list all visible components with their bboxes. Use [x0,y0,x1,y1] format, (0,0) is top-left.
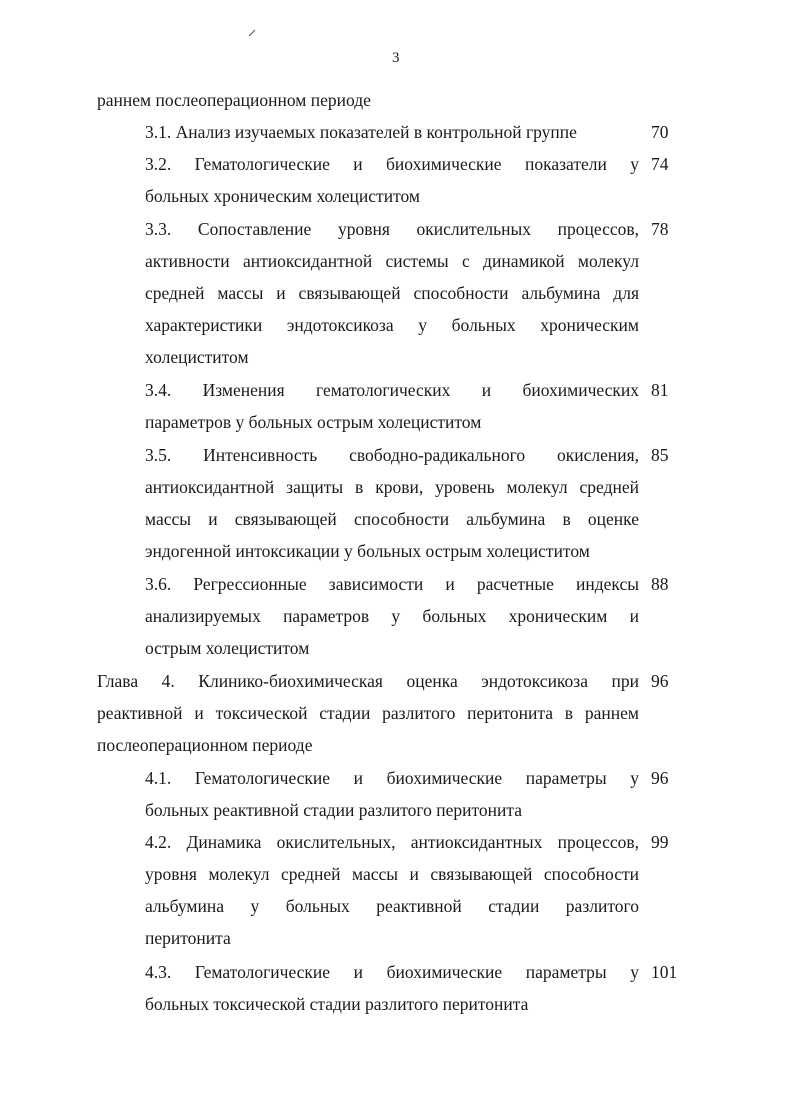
stray-pen-mark [247,28,257,38]
toc-entry-line: острым холециститом [145,638,310,658]
toc-entry-line: уровня молекул средней массы и связывающей способности [145,864,639,884]
toc-entry-line: массы и связывающей способности альбумина в оценке [145,509,639,529]
toc-entry-line: больных токсической стадии разлитого перитонита [145,994,529,1014]
toc-entry-line: 4.3. Гематологические и биохимические параметры у [145,962,639,982]
toc-page-number: 78 [651,219,669,239]
toc-entry-line: больных хроническим холециститом [145,186,420,206]
toc-entry-line: Глава 4. Клинико-биохимическая оценка эндотоксикоза при [97,671,639,691]
toc-page-number: 99 [651,832,669,852]
toc-entry-line: послеоперационном периоде [97,735,313,755]
toc-entry-line: 4.2. Динамика окислительных, антиоксидантных процессов, [145,832,639,852]
toc-entry-line: 3.6. Регрессионные зависимости и расчетные индексы [145,574,639,594]
toc-entry-line: параметров у больных острым холециститом [145,412,482,432]
lead-line: раннем послеоперационном периоде [97,90,371,110]
toc-entry-line: средней массы и связывающей способности альбумина для [145,283,639,303]
toc-entry-line: перитонита [145,928,231,948]
toc-page-number: 88 [651,574,669,594]
toc-entry-line: антиоксидантной защиты в крови, уровень молекул средней [145,477,639,497]
toc-entry-line: 3.3. Сопоставление уровня окислительных процессов, [145,219,639,239]
toc-entry-line: эндогенной интоксикации у больных острым холециститом [145,541,590,561]
toc-entry-line: реактивной и токсической стадии разлитого перитонита в раннем [97,703,639,723]
page-number: 3 [392,50,400,66]
toc-entry-line: больных реактивной стадии разлитого перитонита [145,800,523,820]
toc-page-number: 74 [651,154,669,174]
toc-page-number: 85 [651,445,669,465]
toc-page-number: 70 [651,122,669,142]
toc-entry-line: 3.2. Гематологические и биохимические показатели у [145,154,639,174]
toc-page-number: 96 [651,768,669,788]
toc-entry-line: 4.1. Гематологические и биохимические параметры у [145,768,639,788]
toc-page-number: 96 [651,671,669,691]
toc-entry-line: 3.1. Анализ изучаемых показателей в контрольной группе [145,122,577,142]
toc-entry-line: 3.4. Изменения гематологических и биохимических [145,380,639,400]
toc-entry-line: анализируемых параметров у больных хроническим и [145,606,639,626]
toc-page-number: 101 [651,962,678,982]
toc-page-number: 81 [651,380,669,400]
toc-entry-line: 3.5. Интенсивность свободно-радикального окисления, [145,445,639,465]
toc-entry-line: характеристики эндотоксикоза у больных хроническим [145,315,639,335]
toc-entry-line: холециститом [145,347,249,367]
toc-entry-line: активности антиоксидантной системы с динамикой молекул [145,251,639,271]
toc-entry-line: альбумина у больных реактивной стадии разлитого [145,896,639,916]
